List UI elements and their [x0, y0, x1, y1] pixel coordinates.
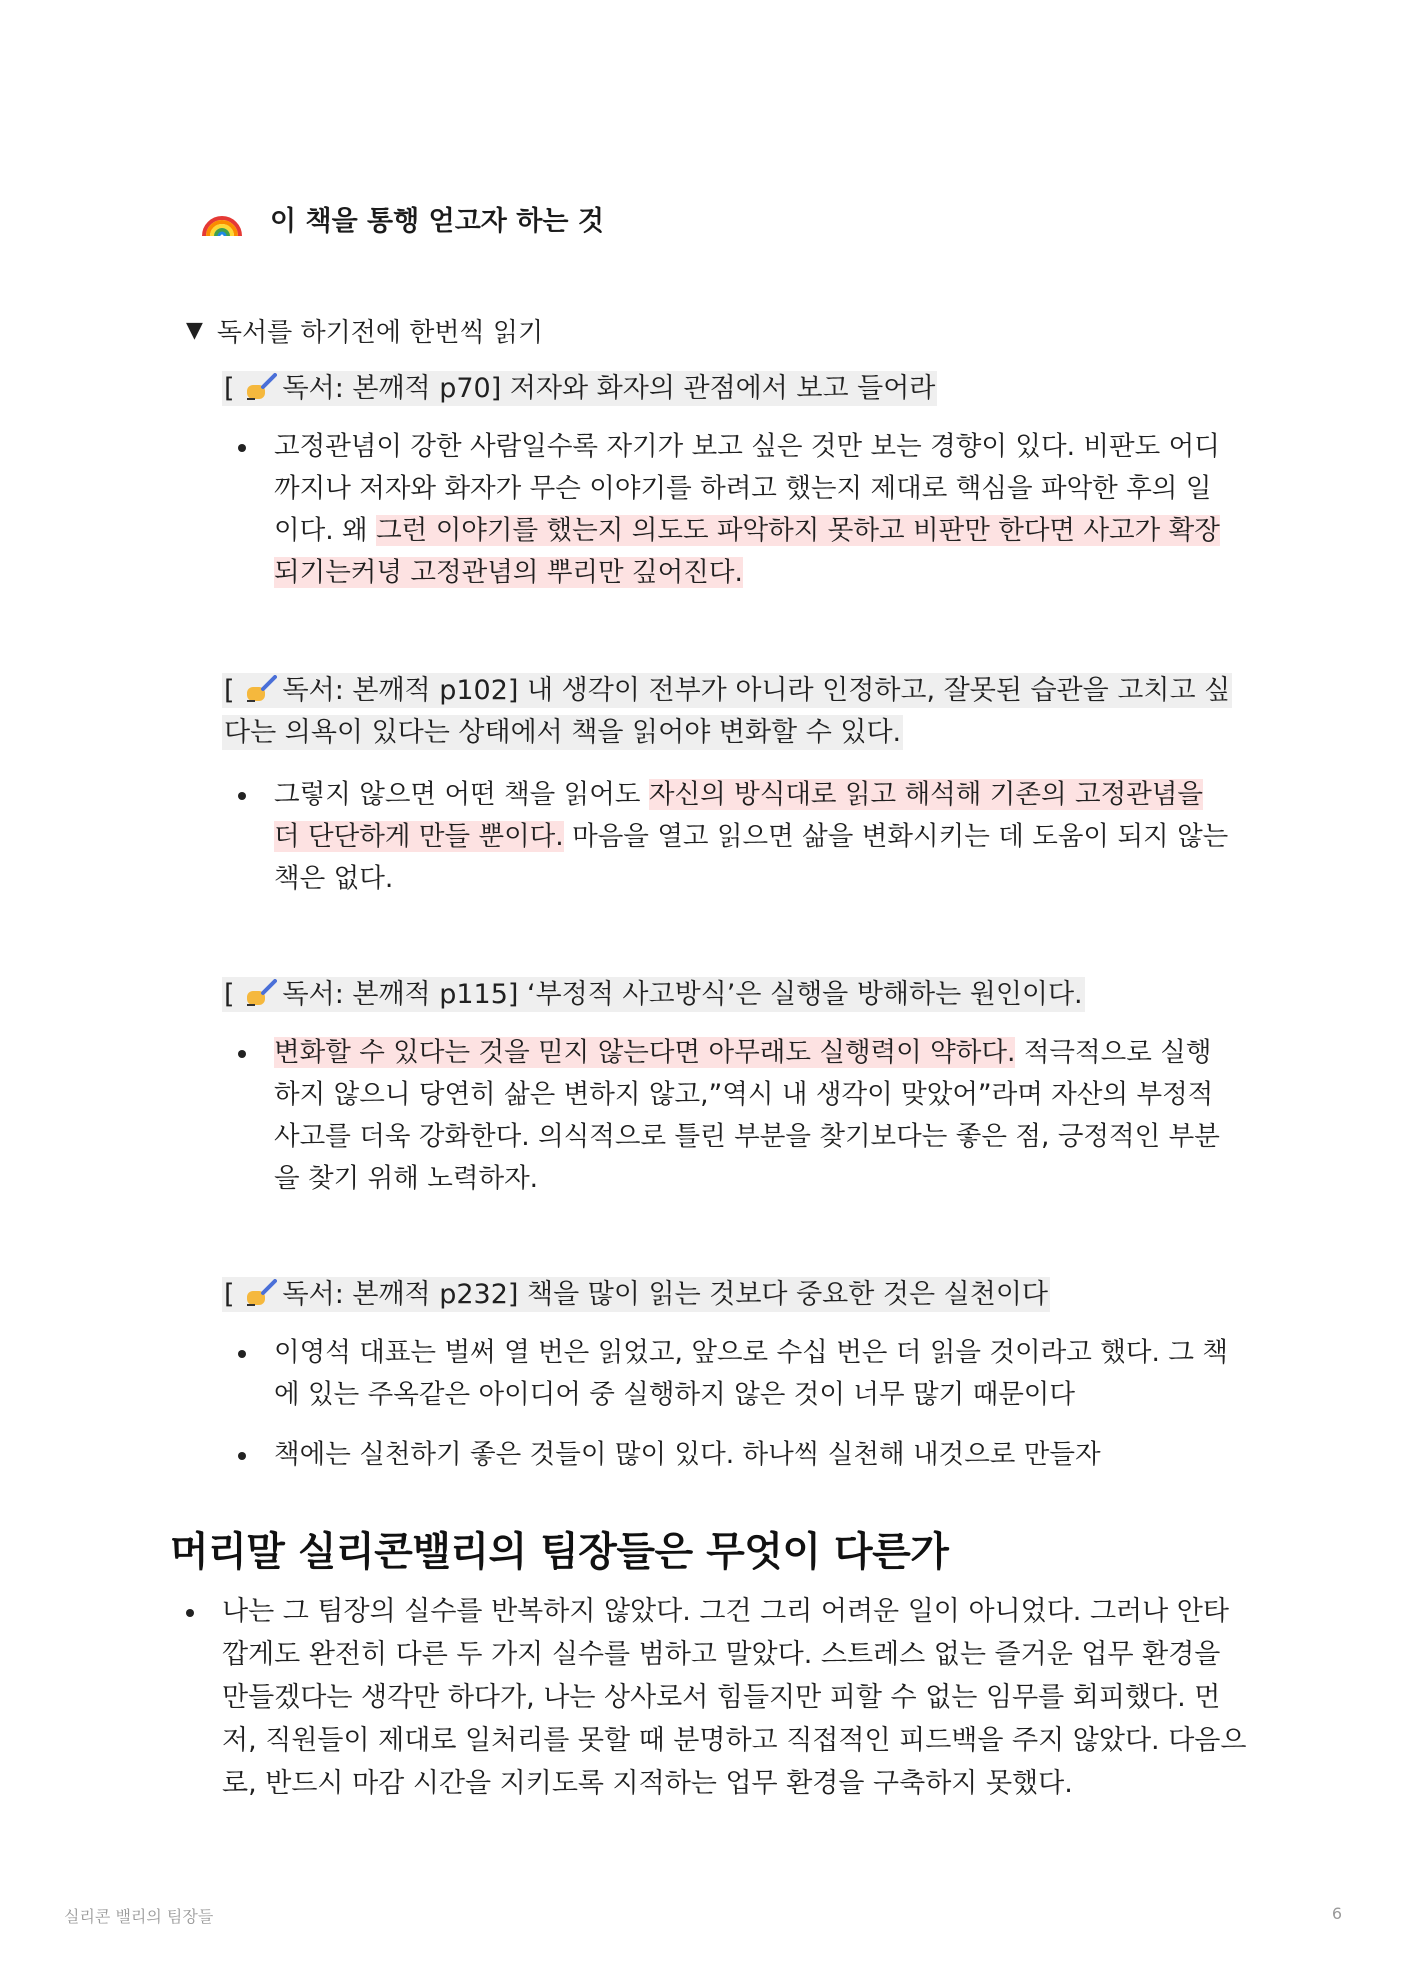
reading-quote-1: [222, 368, 937, 410]
bullet-icon: [238, 444, 246, 452]
writing-hand-icon: [243, 979, 277, 1009]
toggle-label: 독서를 하기전에 한번씩 읽기: [216, 318, 544, 348]
callout-title: 이 책을 통행 얻고자 하는 것: [270, 205, 604, 237]
bullet-icon: [238, 1050, 246, 1058]
toggle-arrow-icon[interactable]: ▼: [186, 318, 203, 343]
writing-hand-icon: [243, 1279, 277, 1309]
reading-quote-4: [ 독서: 본깨적 p232] 책을 많이 읽는 것보다 중요한 것은 실천이다: [224, 1279, 1048, 1310]
writing-hand-icon: [243, 373, 277, 403]
reading-quote-3: [ 독서: 본깨적 p115] ‘부정적 사고방식’은 실행을 방해하는 원인이다.: [224, 979, 1083, 1010]
page-number: 6: [1331, 1904, 1342, 1923]
bullet-icon: [186, 1609, 194, 1617]
toggle-block[interactable]: [186, 312, 543, 349]
list-item: 고정관념이 강한 사람일수록 자기가 보고 싶은 것만 보는 경향이 있다. 비판도 어디 까지나 저자와 화자가 무슨 이야기를 하려고 했는지 제대로 핵심을 파악한 후의 일 이다. 왜 그런 이야기를 했는지 의도도 파악하지 못하고 비판만 한다면 사고가 확장 되기는커녕 고정관념의 뿌리만 깊어진다.: [238, 426, 1220, 594]
reading-quote-2: [ 독서: 본깨적 p102] 내 생각이 전부가 아니라 인정하고, 잘못된 습관을 고치고 싶 다는 의욕이 있다는 상태에서 책을 읽어야 변화할 수 있다.: [224, 675, 1231, 748]
rainbow-icon: [200, 196, 244, 240]
writing-hand-icon: [243, 675, 277, 705]
callout: [200, 196, 604, 240]
bullet-icon: [238, 1350, 246, 1358]
footer-title: 실리콘 밸리의 팀장들: [64, 1907, 214, 1926]
bullet-icon: [238, 1452, 246, 1460]
quote-highlight: [ 독서: 본깨적 p70] 저자와 화자의 관점에서 보고 들어라: [224, 373, 936, 404]
bullet-icon: [238, 792, 246, 800]
list-item: 이영석 대표는 벌써 열 번은 읽었고, 앞으로 수십 번은 더 읽을 것이라고 했다. 그 책 에 있는 주옥같은 아이디어 중 실행하지 않은 것이 너무 많기 때문이다: [238, 1332, 1228, 1416]
list-item: 책에는 실천하기 좋은 것들이 많이 있다. 하나씩 실천해 내것으로 만들자: [238, 1434, 1101, 1476]
section-heading: 머리말 실리콘밸리의 팀장들은 무엇이 다른가: [170, 1529, 949, 1575]
list-item: 변화할 수 있다는 것을 믿지 않는다면 아무래도 실행력이 약하다. 적극적으로 실행 하지 않으니 당연히 삶은 변하지 않고,”역시 내 생각이 맞았어”라며 자산의 부정적 사고를 더욱 강화한다. 의식적으로 틀린 부분을 찾기보다는 좋은 점, 긍정적인 부분 을 찾기 위해 노력하자.: [238, 1032, 1220, 1200]
list-item: 그렇지 않으면 어떤 책을 읽어도 자신의 방식대로 읽고 해석해 기존의 고정관념을 더 단단하게 만들 뿐이다. 마음을 열고 읽으면 삶을 변화시키는 데 도움이 되지 않는 책은 없다.: [238, 774, 1228, 900]
list-item: 나는 그 팀장의 실수를 반복하지 않았다. 그건 그리 어려운 일이 아니었다. 그러나 안타 깝게도 완전히 다른 두 가지 실수를 범하고 말았다. 스트레스 없는 즐거운 업무 환경을 만들겠다는 생각만 하다가, 나는 상사로서 힘들지만 피할 수 없는 임무를 회피했다. 먼 저, 직원들이 제대로 일처리를 못할 때 분명하고 직접적인 피드백을 주지 않았다. 다음으 로, 반드시 마감 시간을 지키도록 지적하는 업무 환경을 구축하지 못했다.: [186, 1590, 1246, 1805]
